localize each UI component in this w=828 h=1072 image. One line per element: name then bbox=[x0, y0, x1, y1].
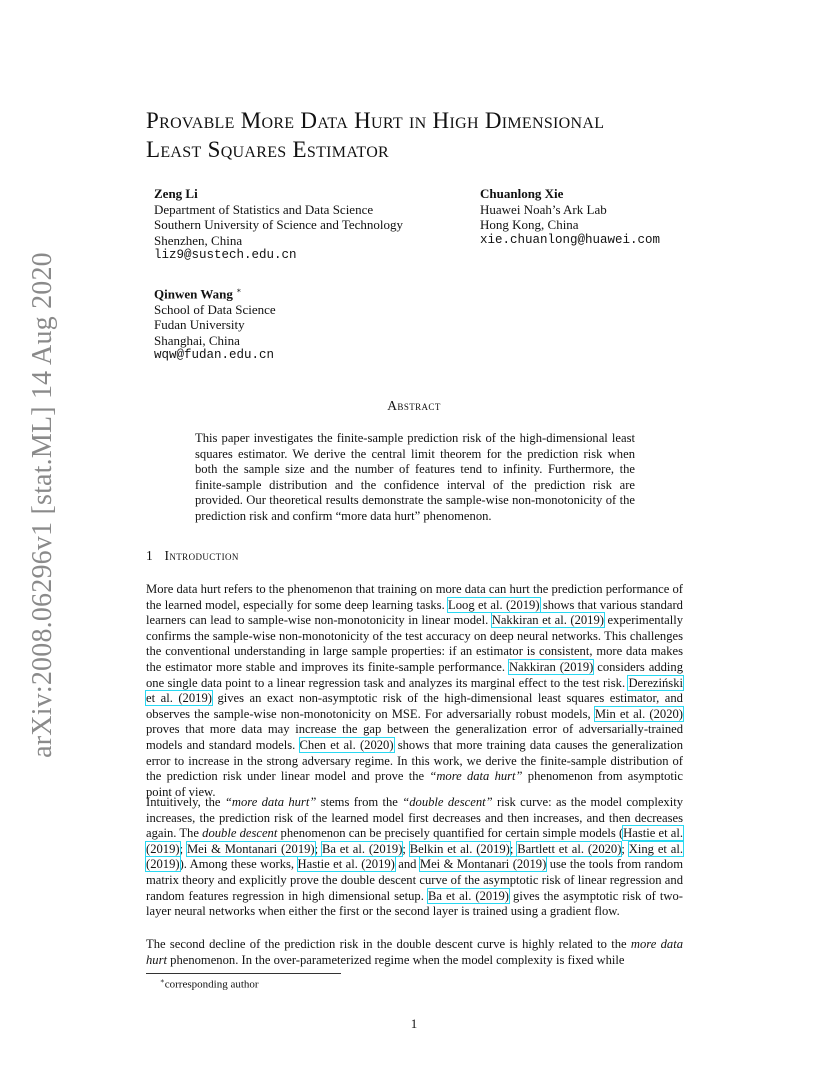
paragraph-text: experimentally confirms the sample-wise non-monotonicity of the test accuracy on deep neural networks. This challenges the conventional understanding in large sample properties: if an estimator is consistent, more data makes the estimator more stable and improves its finite-sample performance. bbox=[146, 613, 683, 674]
title-line-2: Least Squares Estimator bbox=[146, 137, 390, 162]
author-location: Hong Kong, China bbox=[480, 217, 579, 232]
paragraph-text: stems from the bbox=[316, 795, 403, 809]
author-email[interactable]: wqw@fudan.edu.cn bbox=[154, 348, 275, 363]
arxiv-side-stamp: arXiv:2008.06296v1 [stat.ML] 14 Aug 2020 bbox=[27, 252, 58, 758]
abstract-text: This paper investigates the finite-sample prediction risk of the high-dimensional least squares estimator. We derive the central limit theorem for the prediction risk when both the sample size and the number of features tend to infinity. Furthermore, the finite-sample distribution and the confidence interval of the prediction risk are provided. Our theoretical results demonstrate the sample-wise non-monotonicity of the prediction risk and confirm “more data hurt” phenomenon. bbox=[195, 431, 635, 523]
citation-link[interactable]: Bartlett et al. (2020) bbox=[517, 841, 622, 856]
separator: ; bbox=[402, 841, 410, 856]
separator: ; bbox=[621, 841, 629, 856]
citation-link[interactable]: Ba et al. (2019) bbox=[427, 888, 509, 903]
emphasis-text: double descent bbox=[202, 826, 278, 841]
paragraph-text: phenomenon can be precisely quantified for certain simple models ( bbox=[277, 826, 624, 841]
citation-link[interactable]: Mei & Montanari (2019) bbox=[186, 841, 315, 856]
emphasis-text: more data hurt bbox=[146, 937, 683, 967]
citation-link[interactable]: Dereziński et al. (2019) bbox=[146, 675, 683, 706]
citation-link[interactable]: Min et al. (2020) bbox=[594, 706, 684, 721]
paragraph-text: proves that more data may increase the gap between the generalization error of adversarially-trained models and standard models. bbox=[146, 722, 683, 752]
footnote bbox=[160, 977, 259, 991]
section-1-heading bbox=[146, 548, 239, 564]
author-affiliation: Fudan University bbox=[154, 317, 245, 333]
author-name: Chuanlong Xie bbox=[480, 186, 564, 201]
citation-link[interactable]: Nakkiran (2019) bbox=[508, 659, 594, 674]
emphasis-text: “more data hurt” bbox=[429, 769, 523, 784]
paragraph-text: and bbox=[394, 857, 420, 872]
paper-title bbox=[146, 106, 706, 164]
separator: ; bbox=[509, 841, 518, 856]
author-email[interactable]: liz9@sustech.edu.cn bbox=[154, 248, 297, 262]
footnote-mark: ∗ bbox=[160, 977, 165, 985]
citation-link[interactable]: Chen et al. (2020) bbox=[299, 737, 394, 752]
author-block-qinwen-wang bbox=[154, 283, 276, 364]
author-name: Zeng Li bbox=[154, 186, 198, 201]
paragraph-text: gives the asymptotic risk of two-layer neural networks when either the first or the second layer is trained using a gradient flow. bbox=[146, 888, 683, 919]
citation-link[interactable]: Ba et al. (2019) bbox=[321, 841, 403, 856]
page-number: 1 bbox=[410, 1016, 418, 1031]
separator: ; bbox=[314, 841, 322, 856]
paragraph-text: considers adding one single data point to a linear regression task and analyzes its marginal effect to the test risk. bbox=[146, 659, 683, 690]
footnote-text: corresponding author bbox=[164, 978, 259, 991]
author-block-chuanlong-xie bbox=[480, 186, 660, 248]
citation-link[interactable]: Nakkiran et al. (2019) bbox=[491, 613, 604, 628]
author-affiliation: Southern University of Science and Technology bbox=[154, 217, 404, 232]
title-line-1: Provable More Data Hurt in High Dimensional bbox=[146, 108, 605, 133]
paragraph-text: ). Among these works, bbox=[179, 857, 298, 872]
emphasis-text: “more data hurt” bbox=[224, 795, 317, 809]
section-title: Introduction bbox=[164, 548, 239, 563]
corresponding-mark: ∗ bbox=[236, 286, 242, 295]
author-block-zeng-li bbox=[154, 186, 403, 264]
intro-paragraph-1 bbox=[146, 582, 683, 800]
author-affiliation: Huawei Noah’s Ark Lab bbox=[480, 201, 607, 217]
citation-link[interactable]: Loog et al. (2019) bbox=[448, 597, 540, 612]
paragraph-text: More data hurt refers to the phenomenon that training on more data can hurt the prediction performance of the learned model, especially for some deep learning tasks. bbox=[146, 582, 683, 612]
paragraph-text: phenomenon from asymptotic point of view. bbox=[146, 769, 683, 799]
paragraph-text: Intuitively, the bbox=[146, 795, 225, 809]
author-affiliation: School of Data Science bbox=[154, 301, 276, 317]
citation-link[interactable]: Hastie et al. (2019) bbox=[146, 826, 684, 856]
paragraph-text: shows that more training data causes the generalization error to increase in the strong adversary regime. In this work, we derive the finite-sample distribution of the prediction risk under linear model and prove the bbox=[146, 737, 683, 784]
section-number: 1 bbox=[146, 548, 154, 563]
paragraph-text: gives an exact non-asymptotic risk of the high-dimensional least squares estimator, and observes the sample-wise non-monotonicity on MSE. For adversarially robust models, bbox=[146, 691, 683, 721]
author-location: Shanghai, China bbox=[154, 332, 240, 348]
citation-link[interactable]: Mei & Montanari (2019) bbox=[419, 857, 547, 872]
citation-link[interactable]: Hastie et al. (2019) bbox=[297, 857, 395, 872]
author-name: Qinwen Wang bbox=[154, 286, 233, 302]
author-email[interactable]: xie.chuanlong@huawei.com bbox=[480, 232, 661, 247]
abstract-heading: Abstract bbox=[387, 398, 441, 413]
separator: ; bbox=[179, 841, 187, 856]
paragraph-text: risk curve: as the model complexity increases, the prediction risk of the learned model first decreases and then increases, and then decreases again. The bbox=[146, 795, 683, 841]
intro-paragraph-2 bbox=[146, 795, 683, 920]
author-name-row bbox=[154, 283, 276, 302]
citation-link[interactable]: Belkin et al. (2019) bbox=[409, 841, 510, 856]
intro-paragraph-3 bbox=[146, 937, 683, 968]
paragraph-text: The second decline of the prediction risk in the double descent curve is highly related to the bbox=[146, 937, 631, 951]
author-affiliation: Department of Statistics and Data Science bbox=[154, 201, 374, 217]
footnote-divider bbox=[146, 973, 341, 974]
paragraph-text: use the tools from random matrix theory and explicitly prove the double descent curve of the asymptotic risk of linear regression and random features regression in high dimensional setup. bbox=[146, 857, 684, 903]
paragraph-text: shows that various standard learners can lead to sample-wise non-monotonicity in linear model. bbox=[146, 597, 683, 628]
author-location: Shenzhen, China bbox=[154, 232, 243, 248]
emphasis-text: “double descent” bbox=[402, 795, 493, 809]
citation-link[interactable]: Xing et al. (2019) bbox=[146, 841, 683, 872]
paragraph-text: phenomenon. In the over-parameterized regime when the model complexity is fixed while bbox=[167, 952, 625, 967]
